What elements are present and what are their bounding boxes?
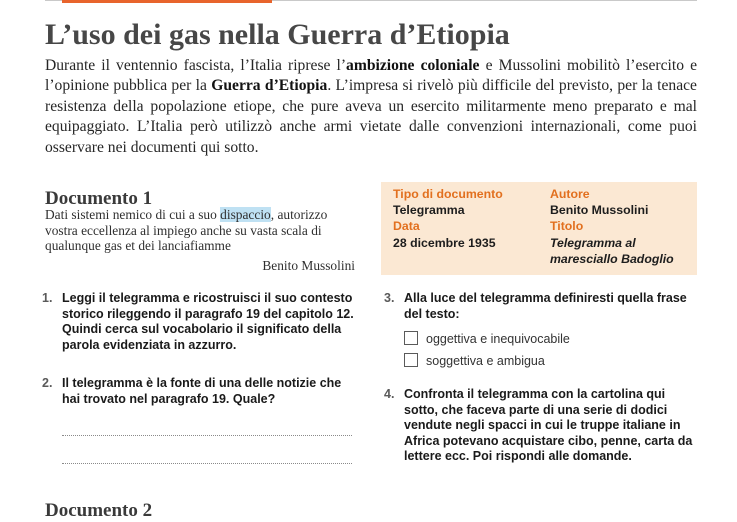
checkbox[interactable]	[404, 331, 418, 345]
date-value: 28 dicembre 1935	[393, 236, 496, 250]
page-title: L’uso dei gas nella Guerra d’Etiopia	[45, 18, 510, 51]
answer-line[interactable]	[62, 463, 352, 464]
question-text: Leggi il telegramma e ricostruisci il suo contesto storico rileggendo il paragrafo 19 del capitolo 12. Quindi cerca sul vocabolario il significato della parola evidenziata in azzurro.	[62, 291, 354, 352]
intro-bold-term: Guerra d’Etiopia	[211, 77, 328, 95]
top-accent-bar	[62, 0, 272, 3]
question-4	[384, 387, 699, 465]
author-label: Autore	[550, 187, 590, 201]
question-text: Alla luce del telegramma definiresti quella frase del testo:	[404, 291, 687, 321]
intro-text: . L’impresa si rivelò più difficile del previsto, per la tenace resistenza della popolazione etiope, che pure aveva un esercito militarmente meno preparato e mal equipaggiato. L’Italia però utilizzò anche armi vietate dalle convenzioni internazionali, come puoi osservare nei documenti qui sotto.	[45, 77, 697, 156]
title-label: Titolo	[550, 219, 584, 233]
telegram-text-part: , autorizzo vostra eccellenza al impiego anche su vasta scala di qualunque gas et dei lanciafiamme	[45, 207, 328, 254]
intro-bold-term: ambizione coloniale	[346, 57, 480, 74]
question-number: 4.	[384, 387, 395, 401]
option-oggettiva[interactable]	[404, 331, 570, 346]
telegram-text-part: Dati sistemi nemico di cui a suo	[45, 207, 221, 222]
title-value-line2: maresciallo Badoglio	[550, 252, 674, 266]
intro-text: Durante il ventennio fascista, l’Italia riprese l’	[45, 57, 347, 74]
intro-paragraph	[45, 56, 697, 158]
document-1-telegram-text	[45, 207, 357, 254]
document-1-author: Benito Mussolini	[262, 258, 355, 273]
highlighted-word: dispaccio	[220, 207, 271, 222]
question-2	[42, 376, 347, 407]
document-1-heading: Documento 1	[45, 188, 153, 209]
question-text: Il telegramma è la fonte di una delle notizie che hai trovato nel paragrafo 19. Quale?	[62, 376, 342, 406]
type-value: Telegramma	[393, 203, 465, 217]
answer-line[interactable]	[62, 435, 352, 436]
question-number: 2.	[42, 376, 53, 390]
option-label: soggettiva e ambigua	[426, 354, 545, 368]
question-number: 3.	[384, 291, 395, 305]
option-soggettiva[interactable]	[404, 353, 545, 368]
intro-text: e Mussolini mobilitò l’esercito e l’opinione pubblica per la	[45, 57, 697, 95]
date-label: Data	[393, 219, 420, 233]
question-text: Confronta il telegramma con la cartolina qui sotto, che faceva parte di una serie di dodici vendute negli spacci in cui le truppe italiane in Africa potevano acquistare cibo, penne, carta da lettere ecc. Poi rispondi alle domande.	[404, 387, 693, 463]
question-3	[384, 291, 699, 322]
document-2-heading: Documento 2	[45, 500, 153, 521]
document-info-box	[381, 182, 697, 275]
question-number: 1.	[42, 291, 53, 305]
option-label: oggettiva e inequivocabile	[426, 332, 570, 346]
title-value-line1: Telegramma al	[550, 236, 636, 250]
type-label: Tipo di documento	[393, 187, 503, 201]
checkbox[interactable]	[404, 353, 418, 367]
author-value: Benito Mussolini	[550, 203, 649, 217]
question-1	[42, 291, 362, 353]
